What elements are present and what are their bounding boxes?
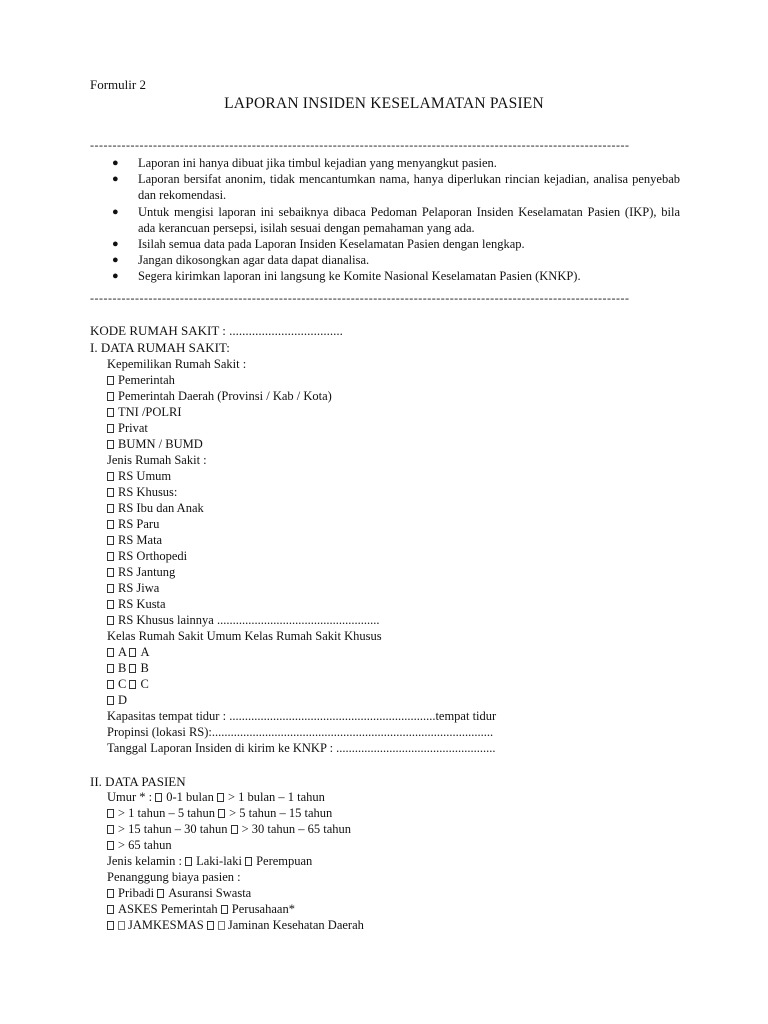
checkbox-icon[interactable] [155,793,162,802]
checkbox-icon[interactable] [107,392,114,401]
checkbox-icon[interactable] [107,825,114,834]
checkbox-icon[interactable] [107,664,114,673]
payer-label: Penanggung biaya pasien : [107,870,241,884]
checkbox-icon[interactable] [118,921,125,930]
age-row: > 65 tahun [107,838,172,853]
list-item: ● Segera kirimkan laporan ini langsung ke Komite Nasional Keselamatan Pasien (KNKP). [112,269,581,284]
instructions-list [108,155,680,285]
checkbox-icon[interactable] [231,825,238,834]
checkbox-icon[interactable] [107,568,114,577]
list-item: ● Laporan bersifat anonim, tidak mencantumkan nama, hanya diperlukan rincian kejadian, analisa penyebab dan rekomendasi. [112,172,680,203]
checkbox-icon[interactable] [217,793,224,802]
bullet-icon: ● [112,254,119,267]
checkbox-icon[interactable] [218,809,225,818]
list-item: ● Isilah semua data pada Laporan Insiden Keselamatan Pasien dengan lengkap. [112,237,525,252]
checkbox-option[interactable]: RS Paru [107,517,159,532]
checkbox-icon[interactable] [107,696,114,705]
age-row: > 1 tahun – 5 tahun > 5 tahun – 15 tahun [107,806,332,821]
checkbox-icon[interactable] [107,905,114,914]
hospital-code-field[interactable]: KODE RUMAH SAKIT : ................................... [90,323,343,338]
gender-label: Jenis kelamin : [107,854,182,868]
checkbox-icon[interactable] [107,536,114,545]
form-title: LAPORAN INSIDEN KESELAMATAN PASIEN [224,95,544,112]
checkbox-option[interactable]: Privat [107,421,148,436]
checkbox-option[interactable]: C C [107,677,149,692]
checkbox-option[interactable]: RS Mata [107,533,162,548]
checkbox-option[interactable]: RS Ibu dan Anak [107,501,204,516]
checkbox-icon[interactable] [107,472,114,481]
age-label: Umur * : [107,790,153,804]
checkbox-icon[interactable] [107,440,114,449]
bed-capacity-field[interactable]: Kapasitas tempat tidur : ..................................................................tempat tidur [107,709,497,723]
checkbox-option[interactable]: RS Khusus: [107,485,177,500]
checkbox-icon[interactable] [107,520,114,529]
checkbox-icon[interactable] [157,889,164,898]
hospital-type-label: Jenis Rumah Sakit : [107,453,207,467]
hospital-class-label: Kelas Rumah Sakit Umum Kelas Rumah Sakit Khusus [107,629,382,643]
list-item: ● Untuk mengisi laporan ini sebaiknya dibaca Pedoman Pelaporan Insiden Keselamatan Pasien (IKP), bila ada kerancuan persepsi, isilah sesuai dengan pemahaman yang ada. [112,204,680,235]
checkbox-icon[interactable] [107,921,114,930]
form-number: Formulir 2 [90,77,146,92]
checkbox-icon[interactable] [207,921,214,930]
checkbox-option[interactable]: Pemerintah [107,373,175,388]
section-heading-patient: II. DATA PASIEN [90,774,186,789]
divider-bottom: ------------------------------------------------------------------------------------------------------------------------ [90,291,630,305]
bullet-icon: ● [112,173,119,186]
checkbox-icon[interactable] [129,680,136,689]
checkbox-icon[interactable] [107,504,114,513]
payer-row: JAMKESMAS Jaminan Kesehatan Daerah [107,918,364,933]
checkbox-option[interactable]: BUMN / BUMD [107,437,203,452]
checkbox-icon[interactable] [107,488,114,497]
section-heading-hospital: I. DATA RUMAH SAKIT: [90,340,230,355]
checkbox-option[interactable]: Pemerintah Daerah (Provinsi / Kab / Kota) [107,389,332,404]
checkbox-icon[interactable] [107,841,114,850]
bullet-icon: ● [112,157,119,169]
checkbox-icon[interactable] [107,648,114,657]
gender-row: Jenis kelamin : Laki-laki Perempuan [107,854,313,868]
payer-row: ASKES Pemerintah Perusahaan* [107,902,295,917]
checkbox-icon[interactable] [107,408,114,417]
checkbox-icon[interactable] [107,809,114,818]
checkbox-icon[interactable] [107,616,114,625]
ownership-label: Kepemilikan Rumah Sakit : [107,357,247,371]
list-item: ● Jangan dikosongkan agar data dapat dianalisa. [112,253,370,268]
checkbox-option[interactable]: A A [107,645,150,660]
checkbox-option[interactable]: RS Kusta [107,597,166,612]
checkbox-icon[interactable] [185,857,192,866]
checkbox-icon[interactable] [245,857,252,866]
report-date-field[interactable]: Tanggal Laporan Insiden di kirim ke KNKP : ................................................... [107,741,496,755]
checkbox-option[interactable]: B B [107,661,149,676]
checkbox-icon[interactable] [221,905,228,914]
checkbox-option[interactable]: RS Umum [107,469,171,484]
checkbox-icon[interactable] [218,921,225,930]
bullet-icon: ● [112,270,119,283]
divider-top: ------------------------------------------------------------------------------------------------------------------------ [90,138,630,152]
checkbox-option[interactable]: D [107,693,127,708]
bullet-icon: ● [112,238,119,251]
checkbox-icon[interactable] [107,552,114,561]
checkbox-option[interactable]: RS Jiwa [107,581,159,596]
checkbox-icon[interactable] [107,424,114,433]
checkbox-icon[interactable] [107,889,114,898]
checkbox-option[interactable]: RS Orthopedi [107,549,187,564]
checkbox-icon[interactable] [107,584,114,593]
checkbox-icon[interactable] [129,648,136,657]
checkbox-icon[interactable] [107,376,114,385]
bullet-icon: ● [112,205,119,218]
checkbox-icon[interactable] [129,664,136,673]
checkbox-option[interactable]: RS Jantung [107,565,175,580]
checkbox-icon[interactable] [107,600,114,609]
list-item: ● Laporan ini hanya dibuat jika timbul kejadian yang menyangkut pasien. [112,156,497,170]
checkbox-option[interactable]: RS Khusus lainnya .................................................... [107,613,379,628]
province-field[interactable]: Propinsi (lokasi RS):.......................................................................................... [107,725,494,739]
age-row: > 15 tahun – 30 tahun > 30 tahun – 65 tahun [107,822,351,837]
checkbox-icon[interactable] [107,680,114,689]
checkbox-option[interactable]: TNI /POLRI [107,405,182,420]
age-row: Umur * : 0-1 bulan > 1 bulan – 1 tahun [107,790,325,804]
payer-row: Pribadi Asuransi Swasta [107,886,251,901]
